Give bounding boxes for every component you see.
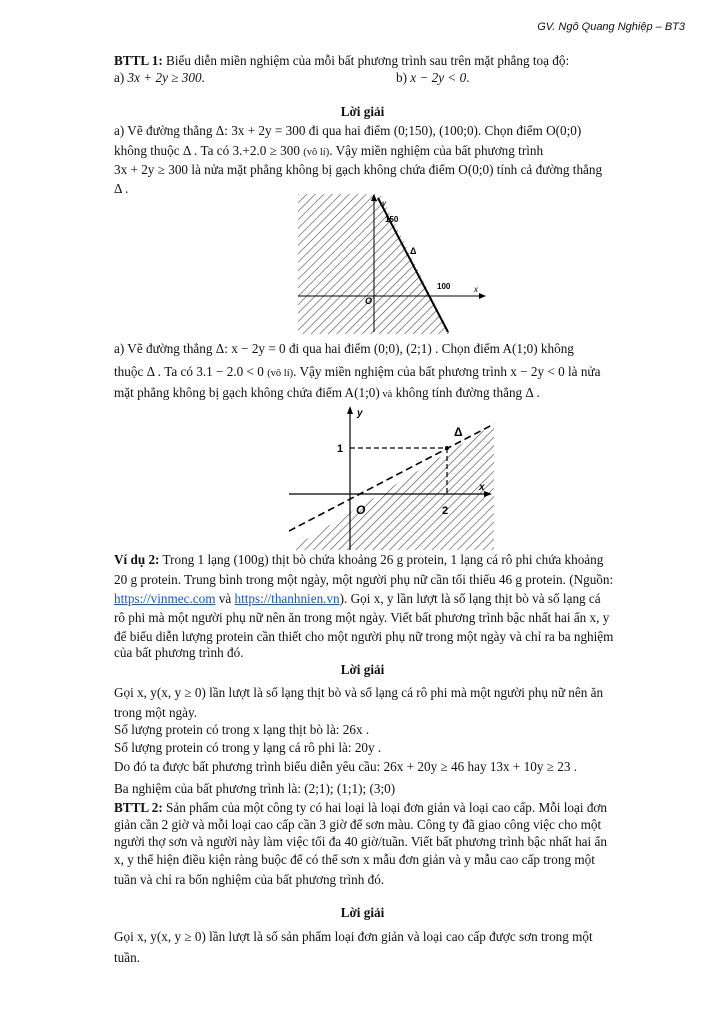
sol-a-line-3: 3x + 2y ≥ 300 là nửa mặt phẳng không bị gạch không chứa điểm O(0;0) tính cả đường thẳng [114,162,603,177]
solution-title-1: Lời giải [340,104,385,119]
y-tick-1: 150 [385,215,399,224]
graph-2 [289,404,494,550]
x-label-1: x [474,285,478,294]
sol-b-line-3-note: và [379,389,393,400]
delta-label-1: Δ [410,246,417,256]
part-a-expr: 3x + 2y ≥ 300 [127,70,202,85]
part-a-prefix: a) [114,70,125,85]
y-label-1: y [382,199,386,208]
sol-a-line-2-note: (vô lí) [303,147,330,158]
x-tick-1: 100 [437,282,451,291]
x-arrow-1 [479,293,486,299]
bttl2-sol-1: Gọi x, y(x, y ≥ 0) lần lượt là số sản phẩm loại đơn giản và loại cao cấp được sơn trong một [114,929,593,944]
vd2-line-6: của bất phương trình đó. [114,645,244,660]
page-header: GV. Ngô Quang Nghiệp – BT3 [537,21,685,33]
bttl1-label: BTTL 1: [114,53,163,68]
vd2-label: Ví dụ 2: [114,552,160,567]
vd2-line-4: rô phi mà một người phụ nữ nên ăn trong một ngày. Viết bất phương trình bậc nhất hai ẩn x, y [114,610,610,625]
bttl2-line-1-text: Sản phẩm của một công ty có hai loại là loại đơn giản và loại cao cấp. Mỗi loại đơn [162,800,608,815]
bttl1-text: Biểu diễn miền nghiệm của mỗi bất phương trình sau trên mặt phẳng toạ độ: [162,53,570,68]
vd2-sol-2: trong một ngày. [114,705,198,720]
bttl2-line-1 [114,800,607,816]
bttl1-statement [114,53,569,69]
origin-label-2: O [356,503,366,517]
sol-b-line-2b: . Vậy miền nghiệm của bất phương trình x − 2y < 0 là nửa [293,364,601,379]
bttl2-line-4: x, y thể hiện điều kiện ràng buộc để có thể sơn x mẫu đơn giản và y mẫu cao cấp trong một [114,852,595,867]
vd2-sol-3: Số lượng protein có trong x lạng thịt bò là: 26x . [114,722,370,737]
sol-a-line-2 [114,143,543,161]
hatched-region-2 [289,424,494,550]
bttl2-line-3: người thợ sơn và người này làm việc tối đa 40 giờ/tuần. Viết bất phương trình bậc nhất hai ẩn [114,834,607,849]
vd2-line-1-text: Trong 1 lạng (100g) thịt bò chứa khoảng 26 g protein, 1 lạng cá rô phi chứa khoảng [159,552,604,567]
point-2-1 [445,446,449,450]
sol-a-line-2a: không thuộc Δ . Ta có 3.+2.0 ≥ 300 [114,143,304,158]
solution-title-2: Lời giải [340,662,385,677]
graph-1 [298,194,488,334]
part-b-prefix: b) [396,70,407,85]
vd2-link-sep: và [215,591,235,606]
vd2-sol-1: Gọi x, y(x, y ≥ 0) lần lượt là số lạng thịt bò và số lạng cá rô phi mà một người phụ nữ nên ăn [114,685,604,700]
sol-b-line-2a: thuộc Δ . Ta có 3.1 − 2.0 < 0 [114,364,268,379]
bttl1-part-b: b) x − 2y < 0. [396,70,470,85]
vd2-sol-6: Ba nghiệm của bất phương trình là: (2;1); (1;1); (3;0) [114,781,396,796]
vd2-line-2: 20 g protein. Trung bình trong một ngày, một người phụ nữ cần tối thiểu 46 g protein. (Nguồn: [114,572,614,587]
bttl2-label: BTTL 2: [114,800,163,815]
solution-title-3: Lời giải [340,905,385,920]
delta-label-2: Δ [454,425,463,439]
bttl2-line-2: giản cần 2 giờ và mỗi loại cao cấp cần 3 giờ để sơn màu. Công ty đã giao công việc cho một [114,817,602,832]
y-tick-2: 1 [337,443,344,455]
link-thanhnien[interactable]: https://thanhnien.vn [234,591,340,606]
sol-b-line-2-note: (vô lí) [267,368,294,379]
sol-a-line-2b: . Vậy miền nghiệm của bất phương trình [329,143,544,158]
sol-b-line-2 [114,364,600,382]
bttl1-part-a: a) 3x + 2y ≥ 300. [114,70,205,85]
part-b-expr: x − 2y < 0 [410,70,467,85]
vd2-sol-5: Do đó ta được bất phương trình biểu diễn yêu cầu: 26x + 20y ≥ 46 hay 13x + 10y ≥ 23 . [114,759,578,774]
link-vinmec[interactable]: https://vinmec.com [114,591,216,606]
sol-b-line-3b: không tính đường thẳng Δ . [392,385,540,400]
vd2-line-3 [114,591,601,607]
x-label-2: x [479,482,485,493]
vd2-line-5: để biểu diễn lượng protein cần thiết cho một người phụ nữ trong một ngày và chỉ ra ba nghiệm [114,629,614,644]
vd2-line-1 [114,552,603,568]
vd2-sol-4: Số lượng protein có trong y lạng cá rô phi là: 20y . [114,740,382,755]
sol-a-line-4: Δ . [114,181,129,196]
bttl2-line-5: tuần và chỉ ra bốn nghiệm của bất phương trình đó. [114,872,385,887]
y-label-2: y [357,408,363,419]
bttl2-sol-2: tuần. [114,950,141,965]
sol-b-line-3a: mặt phẳng không bị gạch không chứa điểm A(1;0) [114,385,380,400]
sol-a-line-1: a) Vẽ đường thẳng Δ: 3x + 2y = 300 đi qua hai điểm (0;150), (100;0). Chọn điểm O(0;0) [114,123,582,138]
origin-label-1: O [365,296,373,306]
sol-b-line-3 [114,385,540,403]
x-tick-2: 2 [442,505,449,517]
y-arrow-2 [347,406,353,414]
vd2-line-3-rest: ). Gọi x, y lần lượt là số lạng thịt bò và số lạng cá [339,591,601,606]
sol-b-line-1: a) Vẽ đường thẳng Δ: x − 2y = 0 đi qua hai điểm (0;0), (2;1) . Chọn điểm A(1;0) không [114,341,574,356]
